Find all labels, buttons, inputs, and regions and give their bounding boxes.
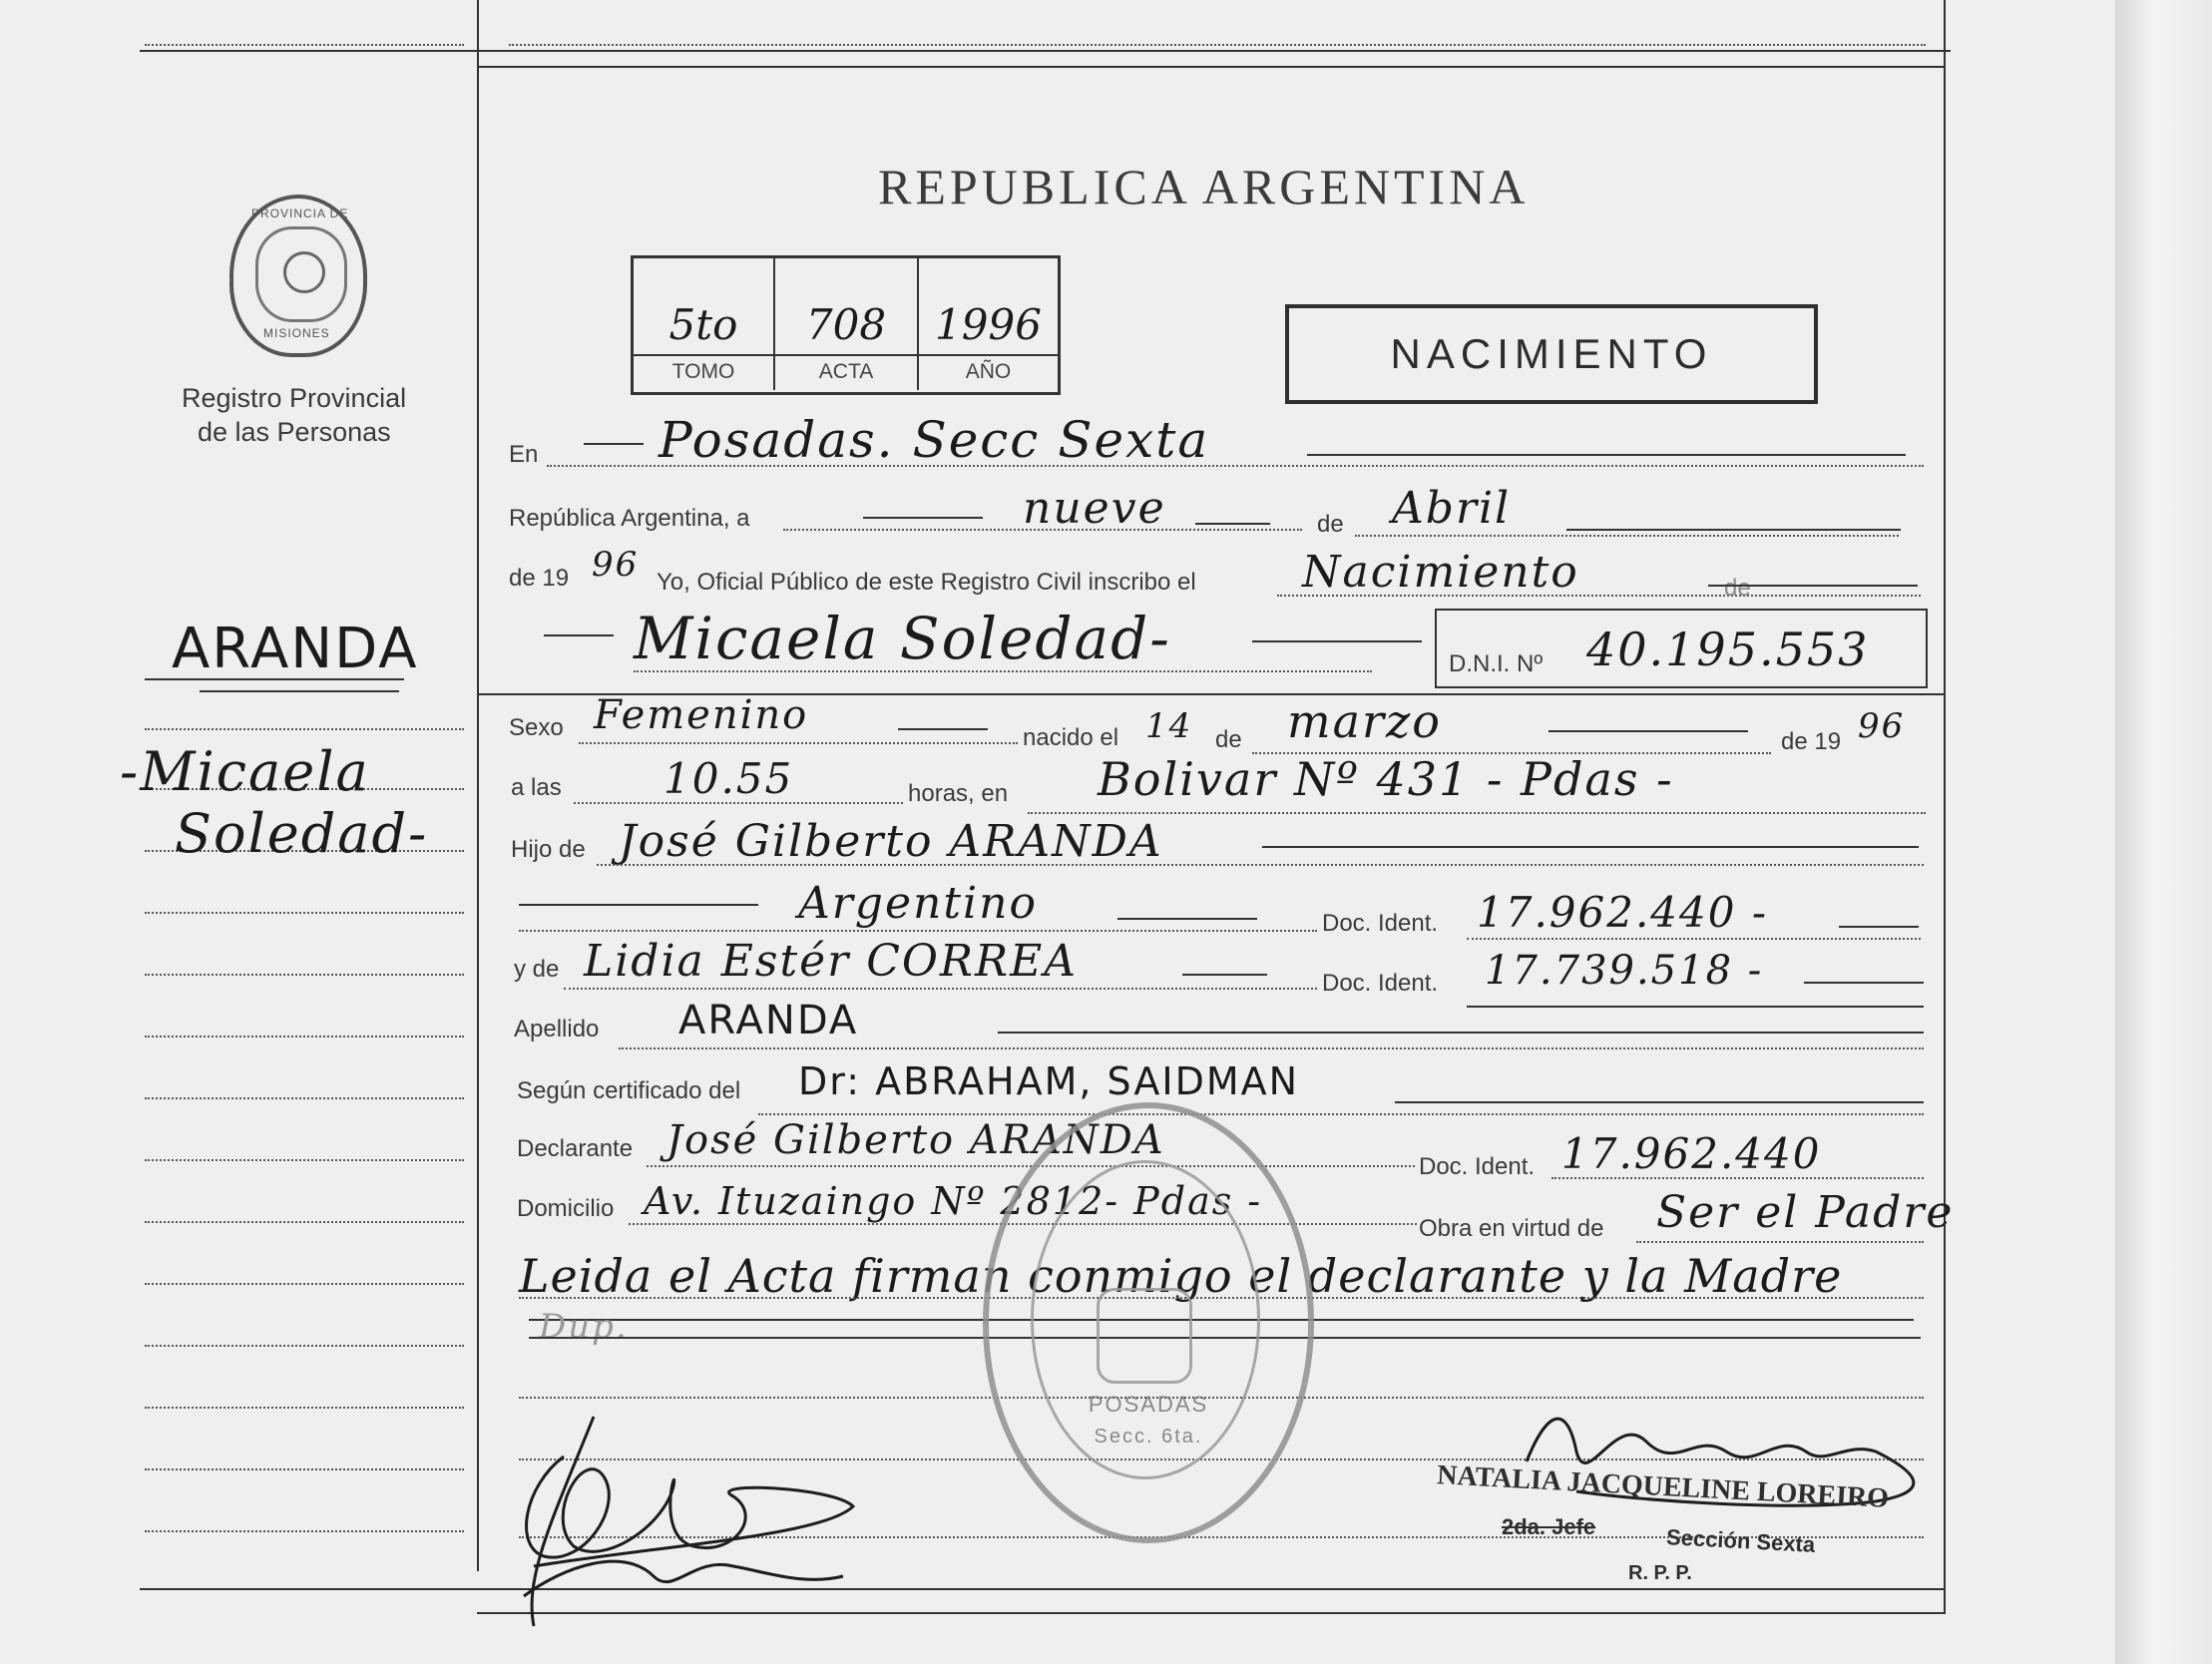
margin-given-line1: -Micaela (120, 740, 370, 803)
margin-dots (145, 728, 464, 730)
obra-label: Obra en virtud de (1419, 1215, 1604, 1242)
margin-dots (145, 1468, 464, 1470)
mother-doc: 17.739.518 - (1485, 948, 1764, 994)
officer-name: NATALIA JACQUELINE LOREIRO (1436, 1459, 1890, 1514)
tomo-cell (634, 258, 775, 390)
place-value: Bolivar Nº 431 - Pdas - (1098, 752, 1674, 806)
stamp-city: POSADAS (1088, 1392, 1209, 1417)
obra-value: Ser el Padre (1656, 1187, 1955, 1238)
tomo-label: TOMO (671, 360, 735, 383)
domicilio-label: Domicilio (517, 1195, 615, 1222)
page-edge (2115, 0, 2212, 1664)
father-doc-label: Doc. Ident. (1322, 910, 1439, 937)
time-value: 10.55 (664, 754, 794, 803)
year-prefix: de 19 (509, 565, 570, 592)
nacido-de-label: de (1215, 726, 1242, 753)
acta-cell (775, 258, 919, 390)
declarante-doc-label: Doc. Ident. (1419, 1153, 1536, 1180)
sexo-label: Sexo (509, 714, 564, 741)
domicilio-value: Av. Ituzaingo Nº 2812- Pdas - (644, 1179, 1263, 1223)
left-column-divider (477, 0, 479, 1571)
en-label: En (509, 441, 539, 468)
margin-surname: ARANDA (172, 617, 419, 681)
margin-dots (145, 44, 464, 46)
margin-dots (145, 1159, 464, 1161)
republica-label: República Argentina, a (509, 505, 750, 532)
register-box (631, 255, 1061, 395)
inscribo-value: Nacimiento (1302, 547, 1579, 598)
father-doc: 17.962.440 - (1477, 888, 1769, 937)
dni-label: D.N.I. Nº (1449, 650, 1544, 677)
month-value: Abril (1392, 483, 1512, 534)
margin-dots (145, 1283, 464, 1285)
a-las-label: a las (511, 774, 562, 801)
dup-mark: Dup. (539, 1307, 629, 1347)
certificado-label: Según certificado del (517, 1077, 741, 1104)
ano-label: AÑO (965, 360, 1012, 383)
margin-dots (145, 1345, 464, 1347)
sexo-value: Femenino (594, 692, 809, 738)
margin-dots (145, 1221, 464, 1223)
tomo-value: 5to (668, 300, 738, 349)
stamp-emblem-icon (1097, 1288, 1192, 1384)
nacido-year-label: de 19 (1781, 728, 1842, 755)
bottom-border (140, 1588, 1946, 1590)
apellido-value: ARANDA (678, 998, 859, 1043)
crossed-de: de (1724, 575, 1751, 602)
page-title: REPUBLICA ARGENTINA (878, 159, 1530, 214)
acta-label: ACTA (818, 360, 874, 383)
surname-underline (145, 678, 404, 680)
dni-box (1435, 609, 1928, 688)
right-frame (1944, 0, 1946, 1614)
horas-label: horas, en (908, 780, 1009, 807)
seal-bottom-text: MISIONES (263, 326, 330, 340)
surname-underline-2 (200, 690, 399, 692)
dni-value: 40.195.553 (1586, 623, 1870, 676)
father-name: José Gilberto ARANDA (619, 816, 1163, 867)
mother-name: Lidia Estér CORREA (584, 936, 1079, 987)
margin-dots (145, 912, 464, 914)
registry-name-line2: de las Personas (198, 417, 391, 447)
top-border-right (477, 66, 1946, 68)
margin-dots (145, 1036, 464, 1038)
top-dots (509, 44, 1926, 46)
declarante-label: Declarante (517, 1135, 634, 1162)
officer-rpp: R. P. P. (1628, 1562, 1692, 1584)
officer-role-section: Sección Sexta (1665, 1524, 1816, 1557)
child-name: Micaela Soledad- (634, 605, 1171, 672)
seal-top-text: PROVINCIA DE (251, 207, 349, 220)
nacido-year: 96 (1858, 706, 1906, 746)
en-value: Posadas. Secc Sexta (659, 411, 1210, 469)
officer-role-prefix: 2da. Jefe (1502, 1514, 1596, 1539)
ano-value: 1996 (935, 300, 1042, 349)
margin-dots (145, 1097, 464, 1099)
declarante-doc: 17.962.440 (1561, 1129, 1822, 1178)
hijo-label: Hijo de (511, 836, 586, 863)
margin-dots (145, 974, 464, 976)
declarante-value: José Gilberto ARANDA (666, 1117, 1165, 1163)
father-nationality: Argentino (798, 878, 1038, 929)
registry-name-line1: Registro Provincial (182, 383, 407, 413)
nacido-label: nacido el (1023, 724, 1119, 751)
nacido-day: 14 (1145, 706, 1193, 746)
apellido-label: Apellido (514, 1016, 600, 1042)
certificado-value: Dr: ABRAHAM, SAIDMAN (798, 1059, 1300, 1103)
declarant-signature (504, 1397, 863, 1626)
document-type-box: NACIMIENTO (1285, 304, 1818, 404)
inscribo-text: Yo, Oficial Público de este Registro Civil inscribo el (657, 569, 1196, 596)
margin-dots (145, 1530, 464, 1532)
month-de-label: de (1317, 511, 1344, 538)
official-stamp-icon (983, 1102, 1314, 1543)
acta-value: 708 (805, 300, 887, 349)
y-de-label: y de (514, 956, 560, 983)
top-border (140, 50, 1951, 52)
closing-text: Leida el Acta firman conmigo el declarante y la Madre (519, 1249, 1843, 1303)
margin-given-line2: Soledad- (175, 802, 429, 865)
ano-cell (919, 258, 1058, 390)
mother-doc-label: Doc. Ident. (1322, 970, 1439, 997)
province-seal-icon (229, 195, 367, 357)
day-value: nueve (1023, 483, 1166, 534)
margin-dots (145, 1407, 464, 1409)
stamp-section: Secc. 6ta. (1094, 1426, 1203, 1448)
sun-icon (283, 251, 325, 293)
nacido-month: marzo (1287, 694, 1442, 748)
year-value: 96 (592, 545, 640, 585)
